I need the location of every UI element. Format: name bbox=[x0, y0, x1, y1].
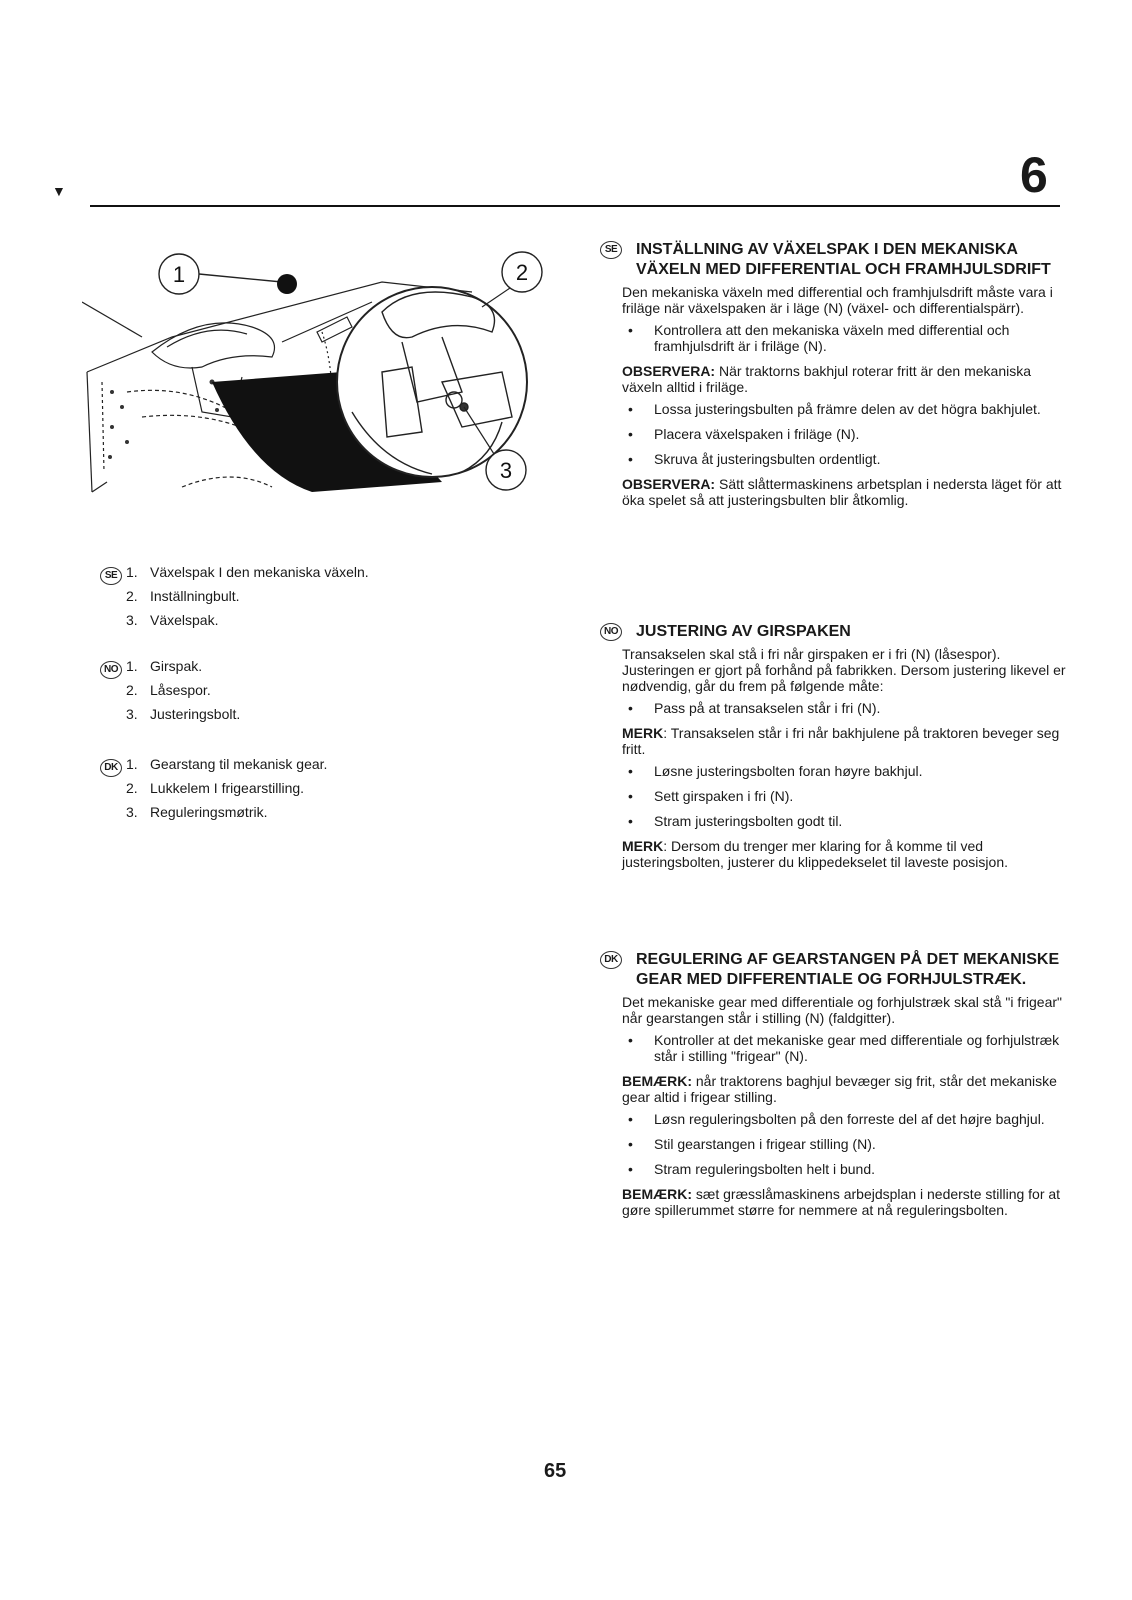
list-item: • Pass på at transakselen står i fri (N). bbox=[622, 700, 1070, 716]
legend-item: Växelspak I den mekaniska växeln. bbox=[150, 564, 369, 580]
list-item: • Kontroller at det mekaniske gear med differentiale og forhjulstræk står i stilling "frigear" (N). bbox=[622, 1032, 1070, 1064]
note-label: BEMÆRK: bbox=[622, 1073, 692, 1089]
note-text: sæt græsslåmaskinens arbejdsplan i nederste stilling for at gøre spillerummet større for nemmere at nå reguleringsbolten. bbox=[622, 1186, 1061, 1218]
no-flag-icon: NO bbox=[600, 623, 622, 641]
note-text: : Transakselen står i fri når bakhjulene på traktoren beveger seg fritt. bbox=[622, 725, 1060, 757]
se-flag-icon: SE bbox=[600, 241, 622, 259]
note bbox=[622, 1186, 1070, 1218]
section-dk bbox=[600, 950, 1070, 1224]
callout-2: 2 bbox=[515, 260, 529, 285]
note bbox=[622, 725, 1070, 757]
margin-mark: ▼ bbox=[52, 183, 66, 199]
legend-no: NO 1. Girspak. 2. Låsespor. 3. Justeringsbolt. bbox=[100, 654, 240, 726]
legend-item: Reguleringsmøtrik. bbox=[150, 804, 268, 820]
list-item: • Stram justeringsbolten godt til. bbox=[622, 813, 1070, 829]
legend-item: Gearstang til mekanisk gear. bbox=[150, 756, 328, 772]
list-item: • Stram reguleringsbolten helt i bund. bbox=[622, 1161, 1070, 1177]
chapter-number: 6 bbox=[1020, 147, 1048, 203]
legend-dk: DK 1. Gearstang til mekanisk gear. 2. Lukkelem I frigearstilling. 3. Reguleringsmøtrik. bbox=[100, 752, 327, 824]
section-title: INSTÄLLNING AV VÄXELSPAK I DEN MEKANISKA VÄXELN MED DIFFERENTIAL OCH FRAMHJULSDRIFT bbox=[636, 241, 1051, 278]
legend-item: Girspak. bbox=[150, 658, 203, 674]
chapter-rule bbox=[90, 205, 1060, 207]
note-label: MERK bbox=[622, 725, 664, 741]
list-item: • Kontrollera att den mekaniska växeln med differential och framhjulsdrift är i friläge (N). bbox=[622, 322, 1070, 354]
dk-flag-icon: DK bbox=[600, 951, 622, 969]
section-title: REGULERING AF GEARSTANGEN PÅ DET MEKANISKE GEAR MED DIFFERENTIALE OG FORHJULSTRÆK. bbox=[636, 951, 1060, 988]
legend-item: Växelspak. bbox=[150, 612, 219, 628]
legend-se: SE 1. Växelspak I den mekaniska växeln. 2. Inställningbult. 3. Växelspak. bbox=[100, 560, 369, 632]
gear-lever-illustration bbox=[82, 242, 552, 522]
no-flag-icon: NO bbox=[100, 661, 122, 679]
note-text: : Dersom du trenger mer klaring for å komme til ved justeringsbolten, justerer du klippedekselet til laveste posisjon. bbox=[622, 838, 1008, 870]
legend-item: Låsespor. bbox=[150, 682, 211, 698]
list-item: • Placera växelspaken i friläge (N). bbox=[622, 426, 1070, 442]
section-no bbox=[600, 622, 1070, 876]
list-item: • Stil gearstangen i frigear stilling (N). bbox=[622, 1136, 1070, 1152]
section-intro: Transakselen skal stå i fri når girspaken er i fri (N) (låsespor). Justeringen er gjort på forhånd på fabrikken. Dersom justering likevel er nødvendig, går du frem på følgende måte: bbox=[622, 646, 1066, 694]
callout-3: 3 bbox=[499, 458, 513, 483]
note bbox=[622, 1073, 1070, 1105]
note-label: OBSERVERA: bbox=[622, 476, 716, 492]
list-item: • Lossa justeringsbulten på främre delen av det högra bakhjulet. bbox=[622, 401, 1070, 417]
note bbox=[622, 476, 1070, 508]
list-item: • Skruva åt justeringsbulten ordentligt. bbox=[622, 451, 1070, 467]
legend-item: Inställningbult. bbox=[150, 588, 240, 604]
dk-flag-icon: DK bbox=[100, 759, 122, 777]
note bbox=[622, 363, 1070, 395]
note-text: Sätt slåttermaskinens arbetsplan i nedersta läget för att öka spelet så att justeringsbulten blir åtkomlig. bbox=[622, 476, 1062, 508]
note-label: BEMÆRK: bbox=[622, 1186, 692, 1202]
section-title: JUSTERING AV GIRSPAKEN bbox=[636, 623, 851, 640]
section-intro: Den mekaniska växeln med differential och framhjulsdrift måste vara i friläge när växelspaken är i läge (N) (växel- och differentialspärr). bbox=[622, 284, 1053, 316]
list-item: • Løsn reguleringsbolten på den forreste del af det højre baghjul. bbox=[622, 1111, 1070, 1127]
note bbox=[622, 838, 1070, 870]
se-flag-icon: SE bbox=[100, 567, 122, 585]
page-number: 65 bbox=[544, 1460, 567, 1482]
callout-1: 1 bbox=[172, 262, 186, 287]
note-label: OBSERVERA: bbox=[622, 363, 716, 379]
list-item: • Sett girspaken i fri (N). bbox=[622, 788, 1070, 804]
legend-item: Lukkelem I frigearstilling. bbox=[150, 780, 305, 796]
section-se bbox=[600, 240, 1070, 514]
note-text: når traktorens baghjul bevæger sig frit, står det mekaniske gear altid i frigear stilling. bbox=[622, 1073, 1057, 1105]
note-text: När traktorns bakhjul roterar fritt är den mekaniska växeln alltid i friläge. bbox=[622, 363, 1031, 395]
list-item: • Løsne justeringsbolten foran høyre bakhjul. bbox=[622, 763, 1070, 779]
note-label: MERK bbox=[622, 838, 664, 854]
section-intro: Det mekaniske gear med differentiale og forhjulstræk skal stå "i frigear" når gearstangen står i stilling (N) (faldgitter). bbox=[622, 994, 1062, 1026]
legend-item: Justeringsbolt. bbox=[150, 706, 241, 722]
